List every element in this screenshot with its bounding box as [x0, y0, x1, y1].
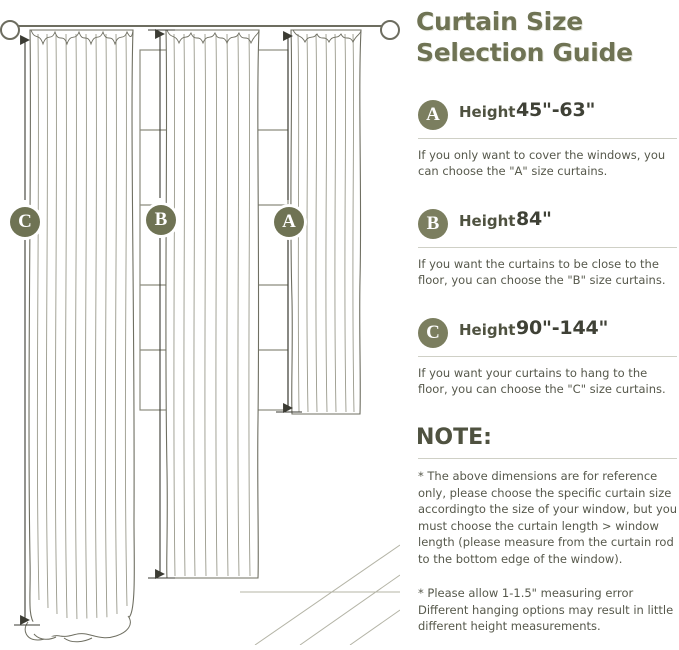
option-a — [416, 99, 679, 178]
option-b-divider — [418, 247, 677, 248]
note-divider — [418, 458, 677, 459]
option-c-badge-icon: C — [418, 318, 448, 348]
page-title-line-1: Curtain Size — [416, 7, 583, 36]
badge-c-icon: C — [10, 207, 40, 237]
guide-panel — [408, 0, 679, 645]
note-paragraph-2: * Please allow 1-1.5" measuring error Different hanging options may result in little different height measurements. — [418, 586, 674, 633]
option-c — [416, 317, 679, 396]
option-b-badge-icon: B — [418, 209, 448, 239]
option-a-description: If you only want to cover the windows, you can choose the "A" size curtains. — [418, 148, 666, 178]
page-title — [416, 6, 679, 68]
option-b-description: If you want the curtains to be close to the floor, you can choose the "B" size curtains. — [418, 257, 666, 287]
option-a-divider — [418, 138, 677, 139]
option-b-header — [416, 209, 679, 243]
option-a-label: Height — [459, 103, 516, 121]
rod-finial-left — [1, 21, 19, 39]
note-title: NOTE: — [416, 425, 492, 450]
option-c-divider — [418, 356, 677, 357]
option-a-size: 45"-63" — [516, 99, 596, 121]
floor-lines — [240, 545, 400, 645]
badge-b-icon: B — [146, 205, 176, 235]
note-paragraph-1: * The above dimensions are for reference only, please choose the specific curtain size accordingto the size of your window, but you must choose the curtain length > window length (please measure from the curtain rod to the bottom edge of the window). — [418, 469, 678, 566]
badge-a-icon: A — [274, 207, 304, 237]
page-title-line-2: Selection Guide — [416, 38, 633, 67]
option-b-size: 84" — [516, 208, 552, 230]
option-c-size: 90"-144" — [516, 317, 609, 339]
option-c-description: If you want your curtains to hang to the floor, you can choose the "C" size curtains. — [418, 366, 666, 396]
curtain-panel-b — [166, 30, 259, 578]
option-a-badge-icon: A — [418, 100, 448, 130]
curtain-panel-c — [29, 30, 134, 633]
option-c-header — [416, 318, 679, 352]
option-a-header — [416, 100, 679, 134]
option-b-label: Height — [459, 212, 516, 230]
option-b — [416, 208, 679, 287]
option-c-label: Height — [459, 321, 516, 339]
rod-finial-right — [381, 21, 399, 39]
